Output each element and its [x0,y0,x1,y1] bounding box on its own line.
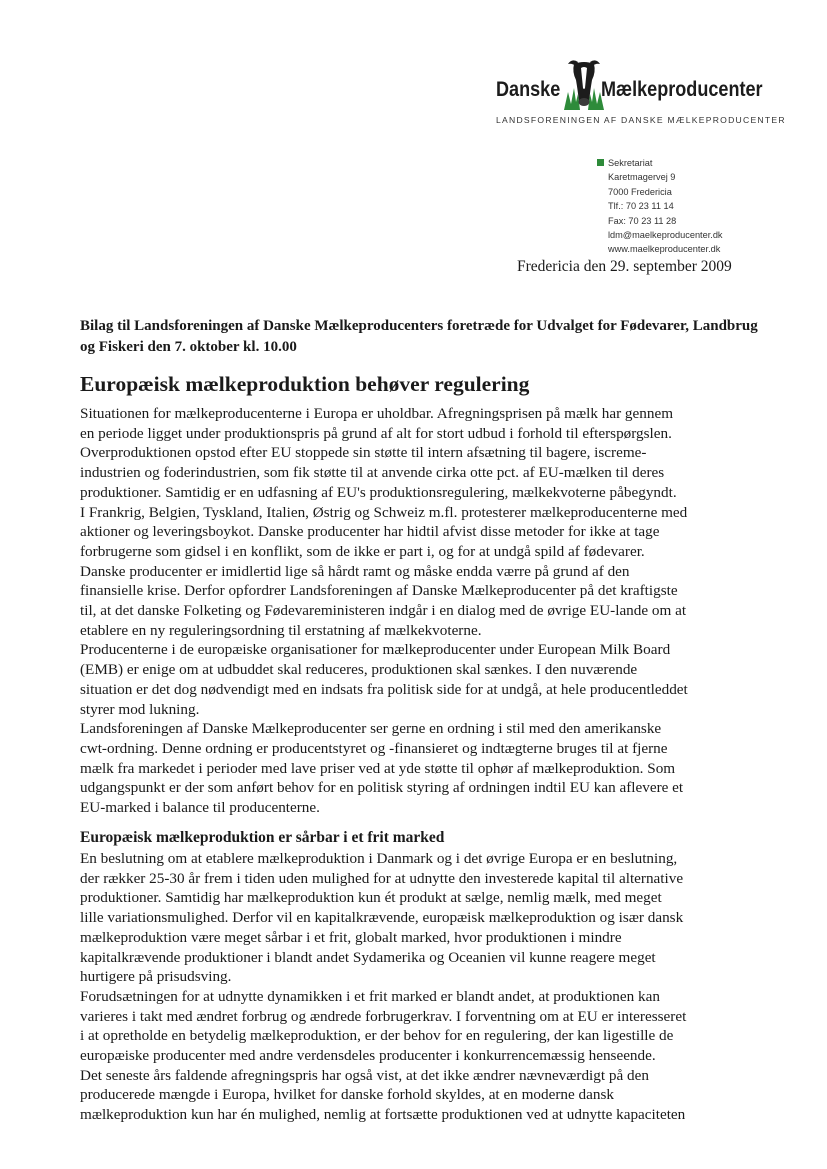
text-line: Det seneste års faldende afregningspris har også vist, at det ikke ændrer nævneværdigt på den [80,1066,649,1084]
text-line: Overproduktionen opstod efter EU stoppede sin støtte til intern afsætning til bagere, iscreme- [80,444,647,462]
text-line: i at opretholde en betydelig mælkeproduktion, er der behov for en regulering, der kan ligestille de [80,1027,674,1045]
text-line: en periode ligget under produktionspris på grund af alt for stort udbud i forhold til efterspørgslen. [80,424,672,442]
logo-word-danske: Danske [496,78,561,101]
text-line: forbrugerne som gidsel i en konflikt, som de ikke er part i, og for at undgå spild af fødevarer. [80,542,645,560]
letter-date: Fredericia den 29. september 2009 [517,258,732,275]
logo-subtitle: LANDSFORENINGEN AF DANSKE MÆLKEPRODUCENTER [496,115,786,125]
page-title: Europæisk mælkeproduktion behøver regulering [80,372,530,396]
document-subject: Bilag til Landsforeningen af Danske Mælkeproducenters foretræde for Udvalget for Fødevarer, Landbrug og Fiskeri den 7. oktober kl. 10.00 [80,318,758,355]
address-line-city: 7000 Fredericia [608,186,672,197]
text-line: (EMB) er enige om at udbuddet skal reduceres, produktionen skal sænkes. I den nuværende [80,661,638,679]
address-line-website[interactable]: www.maelkeproducenter.dk [608,244,721,255]
text-line: Forudsætningen for at udnytte dynamikken i et frit marked er blandt andet, at produktionen kan [80,987,660,1005]
section-2-body [80,849,760,1125]
text-line: Situationen for mælkeproducenterne i Europa er uholdbar. Afregningsprisen på mælk har gennem [80,405,674,422]
text-line: mælkeproduktion være meget sårbar i et frit, globalt marked, hvor produktionen i mindre [80,928,622,946]
text-line: europæiske producenter med andre verdensdeles producenter i konkurrencemæssig henseende. [80,1047,656,1065]
text-line: produktioner. Samtidig er en udfasning af EU's produktionsregulering, mælkekvoterne påbegyndt. [80,483,677,501]
address-line-fax: Fax: 70 23 11 28 [608,215,677,226]
text-line: styrer mod lukning. [80,700,200,718]
text-line: producerede mængde i Europa, hvilket for danske forhold skyldes, at en moderne dansk [80,1086,614,1104]
text-line: lille variationsmulighed. Derfor vil en kapitalkrævende, europæisk mælkeproduktion og især dansk [80,909,684,927]
text-line: kapitalkrævende produktioner i blandt andet Sydamerika og Oceanien vil kunne reagere meget [80,948,656,966]
text-line: etablere en ny reguleringsordning til erstatning af mælkekvoterne. [80,621,482,639]
text-line: industrien og foderindustrien, som fik støtte til at anvende cirka otte pct. af EU-mælken til deres [80,464,665,482]
text-line: mælkeproduktion kun har én mulighed, nemlig at fortsætte produktionen ved at udnytte kapaciteten [80,1106,686,1124]
section-2-heading: Europæisk mælkeproduktion er sårbar i et frit marked [80,829,445,846]
text-line: Producenterne i de europæiske organisationer for mælkeproducenter under European Milk Board [80,641,671,659]
text-line: situation er det dog nødvendigt med en indsats fra politisk side for at undgå, at hele producentleddet [80,680,688,698]
address-line-phone: Tlf.: 70 23 11 14 [608,201,674,212]
text-line: mælk fra markedet i perioder med lave priser ved at yde støtte til ophør af mælkeproduktion. Som [80,759,676,777]
text-line: udgangspunkt er der som anført behov for en politisk styring af ordningen indtil EU kan aflevere et [80,779,684,797]
text-line: produktioner. Samtidig har mælkeproduktion kun ét produkt at sælge, nemlig mælk, med meget [80,889,662,907]
section-1-body [80,404,760,818]
address-line-street: Karetmagervej 9 [608,172,676,183]
address-bullet-icon [597,159,604,166]
text-line: aktioner og leveringsboykot. Danske producenter har hidtil afvist disse metoder for ikke at tage [80,523,660,541]
text-line: cwt-ordning. Denne ordning er producentstyret og -finansieret og indtægterne bruges til at fjerne [80,739,668,757]
text-line: til, at det danske Folketing og Fødevareministeren indgår i en dialog med de øvrige EU-lande om at [80,602,687,620]
text-line: finansielle krise. Derfor opfordrer Landsforeningen af Danske Mælkeproducenter på det kraftigste [80,582,678,600]
logo-word-maelkeproducenter: Mælkeproducenter [601,78,763,101]
text-line: I Frankrig, Belgien, Tyskland, Italien, Østrig og Schweiz m.fl. protesterer mælkeproducenterne med [80,503,688,521]
address-line-department: Sekretariat [608,158,653,168]
text-line: varieres i takt med ændret forbrug og ændrede forbrugerkrav. I forventning om at EU er interesseret [80,1007,687,1025]
address-line-email[interactable]: ldm@maelkeproducenter.dk [608,230,723,241]
text-line: Danske producenter er imidlertid lige så hårdt ramt og måske endda værre på grund af den [80,562,630,580]
text-line: der rækker 25-30 år frem i tiden uden mulighed for at udnytte den investerede kapital til alternative [80,869,684,887]
text-line: EU-marked i balance til producenterne. [80,799,320,817]
text-line: Landsforeningen af Danske Mælkeproducenter ser gerne en ordning i stil med den amerikanske [80,720,662,738]
text-line: hurtigere på prisudsving. [80,968,232,986]
address-block [608,156,723,257]
organization-logo [496,58,791,130]
cow-icon [562,58,606,110]
text-line: En beslutning om at etablere mælkeproduktion i Danmark og i det øvrige Europa er en beslutning, [80,850,678,867]
